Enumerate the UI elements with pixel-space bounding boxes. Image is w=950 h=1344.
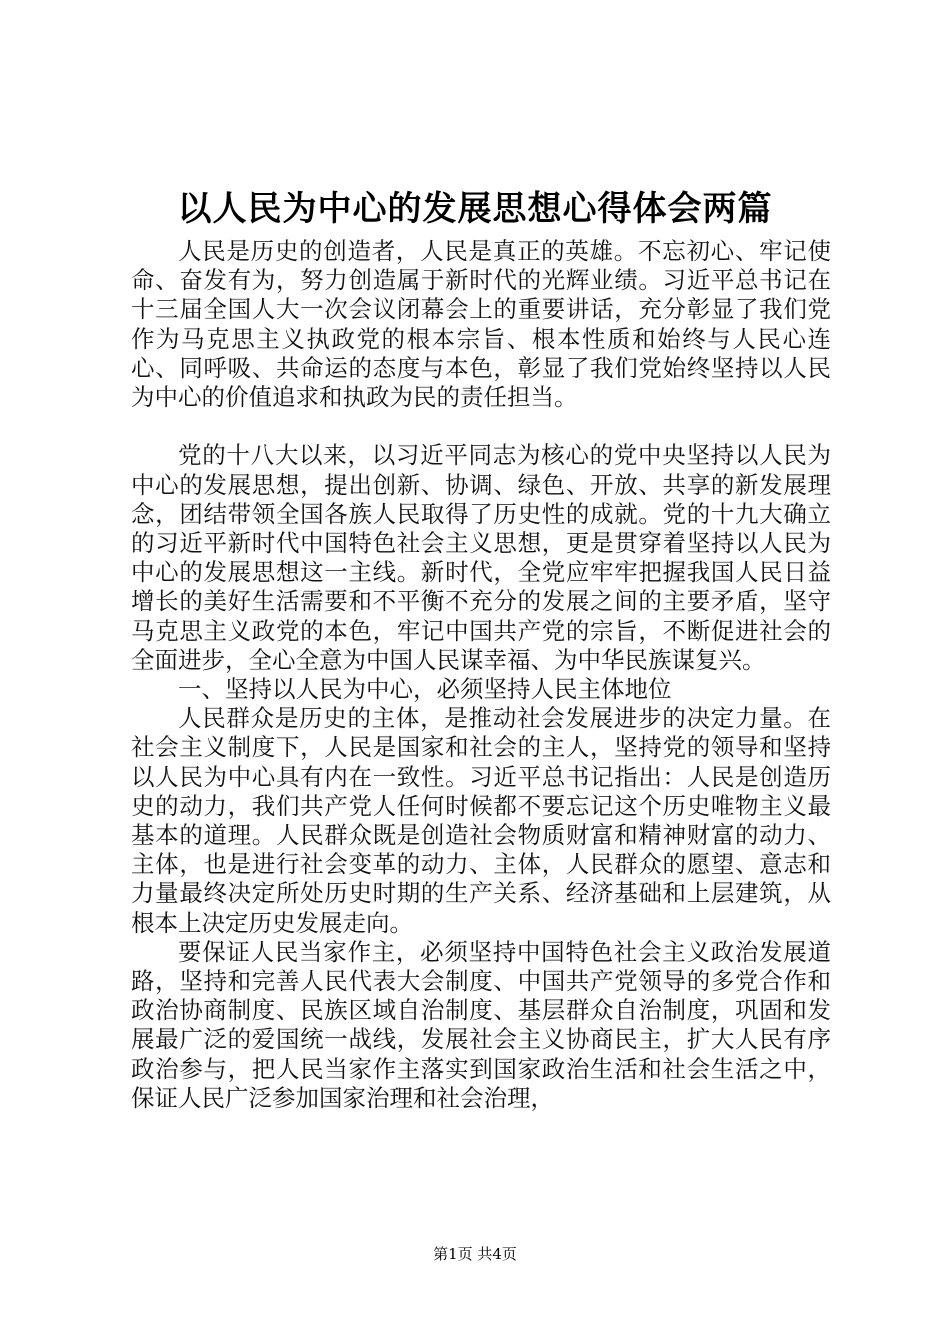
paragraph-intro: 人民是历史的创造者，人民是真正的英雄。不忘初心、牢记使命、奋发有为，努力创造属于新时代的光辉业绩。习近平总书记在十三届全国人大一次会议闭幕会上的重要讲话，充分彰显了我们党作为马克思主义执政党的根本宗旨、根本性质和始终与人民心连心、同呼吸、共命运的态度与本色，彰显了我们党始终坚持以人民为中心的价值追求和执政为民的责任担当。 <box>131 237 831 412</box>
paragraph-since-18th-congress: 党的十八大以来，以习近平同志为核心的党中央坚持以人民为中心的发展思想，提出创新、协调、绿色、开放、共享的新发展理念，团结带领全国各族人民取得了历史性的成就。党的十九大确立的习近平新时代中国特色社会主义思想，更是贯穿着坚持以人民为中心的发展思想这一主线。新时代，全党应牢牢把握我国人民日益增长的美好生活需要和不平衡不充分的发展之间的主要矛盾，坚守马克思主义政党的本色，牢记中国共产党的宗旨，不断促进社会的全面进步，全心全意为中国人民谋幸福、为中华民族谋复兴。 <box>131 441 831 674</box>
paragraph-people-as-subject: 人民群众是历史的主体，是推动社会发展进步的决定力量。在社会主义制度下，人民是国家和社会的主人，坚持党的领导和坚持以人民为中心具有内在一致性。习近平总书记指出：人民是创造历史的动力，我们共产党人任何时候都不要忘记这个历史唯物主义最基本的道理。人民群众既是创造社会物质财富和精神财富的动力、主体，也是进行社会变革的动力、主体，人民群众的愿望、意志和力量最终决定所处历史时期的生产关系、经济基础和上层建筑，从根本上决定历史发展走向。 <box>131 704 831 937</box>
section-heading-1: 一、坚持以人民为中心，必须坚持人民主体地位 <box>178 675 672 704</box>
document-title: 以人民为中心的发展思想心得体会两篇 <box>177 189 773 229</box>
page-footer: 第1页 共4页 <box>433 1245 517 1263</box>
document-body <box>131 237 831 1113</box>
paragraph-people-as-masters: 要保证人民当家作主，必须坚持中国特色社会主义政治发展道路，坚持和完善人民代表大会制度、中国共产党领导的多党合作和政治协商制度、民族区域自治制度、基层群众自治制度，巩固和发展最广泛的爱国统一战线，发展社会主义协商民主，扩大人民有序政治参与，把人民当家作主落实到国家政治生活和社会生活之中，保证人民广泛参加国家治理和社会治理， <box>131 937 831 1112</box>
